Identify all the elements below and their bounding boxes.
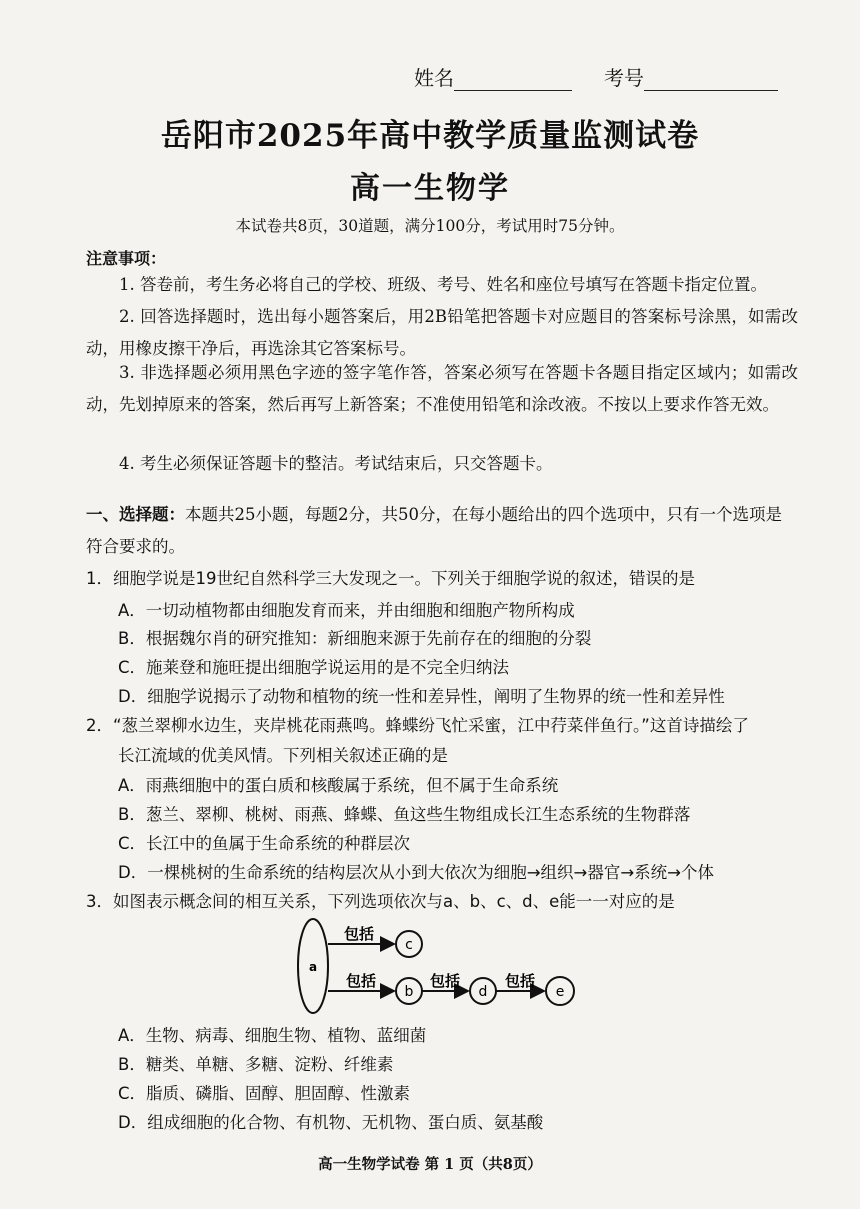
exam-intro: 本试卷共8页，30道题，满分100分，考试用时75分钟。 bbox=[235, 217, 625, 235]
question-2-stem: 2．“葱兰翠柳水边生，夹岸桃花雨燕鸣。蜂蝶纷飞忙采蜜，江中荇菜伴鱼行。”这首诗描绘了 bbox=[86, 716, 749, 735]
edge-a-c-label: 包括 bbox=[343, 925, 375, 943]
section-1-lead: 一、选择题： bbox=[86, 505, 185, 524]
notice-heading: 注意事项： bbox=[86, 249, 167, 268]
question-3-option-a: A．生物、病毒、细胞生物、植物、蓝细菌 bbox=[118, 1026, 427, 1045]
notice-item-2: 2. 回答选择题时，选出每小题答案后，用2B铅笔把答题卡对应题目的答案标号涂黑，如需改动，用橡皮擦干净后，再选涂其它答案标号。 bbox=[86, 307, 798, 358]
question-1-option-c: C．施莱登和施旺提出细胞学说运用的是不完全归纳法 bbox=[118, 658, 510, 677]
node-d-label: d bbox=[478, 984, 488, 1000]
question-2-option-b: B．葱兰、翠柳、桃树、雨燕、蜂蝶、鱼这些生物组成长江生态系统的生物群落 bbox=[118, 805, 691, 824]
question-3-option-d: D．组成细胞的化合物、有机物、无机物、蛋白质、氨基酸 bbox=[118, 1113, 544, 1132]
edge-b-d-label: 包括 bbox=[429, 972, 461, 990]
section-1-text: 本题共25小题，每题2分，共50分，在每小题给出的四个选项中，只有一个选项是符合要求的。 bbox=[86, 505, 782, 556]
node-a-label: a bbox=[308, 960, 318, 974]
exam-subtitle: 高一生物学 bbox=[350, 171, 510, 206]
edge-d-e-label: 包括 bbox=[504, 972, 536, 990]
question-1-option-d: D．细胞学说揭示了动物和植物的统一性和差异性，阐明了生物界的统一性和差异性 bbox=[118, 687, 725, 706]
node-e-label: e bbox=[555, 984, 565, 1000]
exam-number-blank bbox=[644, 70, 778, 91]
question-3-stem: 3．如图表示概念间的相互关系，下列选项依次与a、b、c、d、e能一一对应的是 bbox=[86, 892, 675, 911]
question-3-option-b: B．糖类、单糖、多糖、淀粉、纤维素 bbox=[118, 1055, 394, 1074]
question-2-option-a: A．雨燕细胞中的蛋白质和核酸属于系统，但不属于生命系统 bbox=[118, 776, 559, 795]
exam-number-field bbox=[604, 62, 778, 91]
notice-item-3: 3. 非选择题必须用黑色字迹的签字笔作答，答案必须写在答题卡各题目指定区域内；如需改动，先划掉原来的答案，然后再写上新答案；不准使用铅笔和涂改液。不按以上要求作答无效。 bbox=[86, 363, 798, 414]
name-label: 姓名 bbox=[414, 66, 454, 90]
exam-title: 岳阳市2025年高中教学质量监测试卷 bbox=[160, 118, 700, 154]
question-1-stem: 1．细胞学说是19世纪自然科学三大发现之一。下列关于细胞学说的叙述，错误的是 bbox=[86, 569, 695, 588]
question-3-option-c: C．脂质、磷脂、固醇、胆固醇、性激素 bbox=[118, 1084, 411, 1103]
node-b-label: b bbox=[404, 984, 414, 1000]
notice-item-4: 4. 考生必须保证答题卡的整洁。考试结束后，只交答题卡。 bbox=[119, 454, 553, 473]
question-1-option-a: A．一切动植物都由细胞发育而来，并由细胞和细胞产物所构成 bbox=[118, 601, 575, 620]
node-c-label: c bbox=[405, 937, 413, 953]
notice-item-1: 1. 答卷前，考生务必将自己的学校、班级、考号、姓名和座位号填写在答题卡指定位置。 bbox=[119, 275, 767, 294]
question-2-option-c: C．长江中的鱼属于生命系统的种群层次 bbox=[118, 834, 411, 853]
concept-diagram bbox=[295, 916, 585, 1016]
name-field bbox=[414, 62, 572, 91]
page-footer: 高一生物学试卷 第 1 页（共8页） bbox=[318, 1156, 542, 1173]
exam-number-label: 考号 bbox=[604, 66, 644, 90]
name-blank bbox=[454, 70, 572, 91]
edge-a-b-label: 包括 bbox=[345, 972, 377, 990]
question-2-stem-continued: 长江流域的优美风情。下列相关叙述正确的是 bbox=[118, 746, 448, 765]
section-1-heading bbox=[86, 499, 798, 563]
question-1-option-b: B．根据魏尔肖的研究推知：新细胞来源于先前存在的细胞的分裂 bbox=[118, 629, 592, 648]
question-2-option-d: D．一棵桃树的生命系统的结构层次从小到大依次为细胞→组织→器官→系统→个体 bbox=[118, 863, 715, 882]
